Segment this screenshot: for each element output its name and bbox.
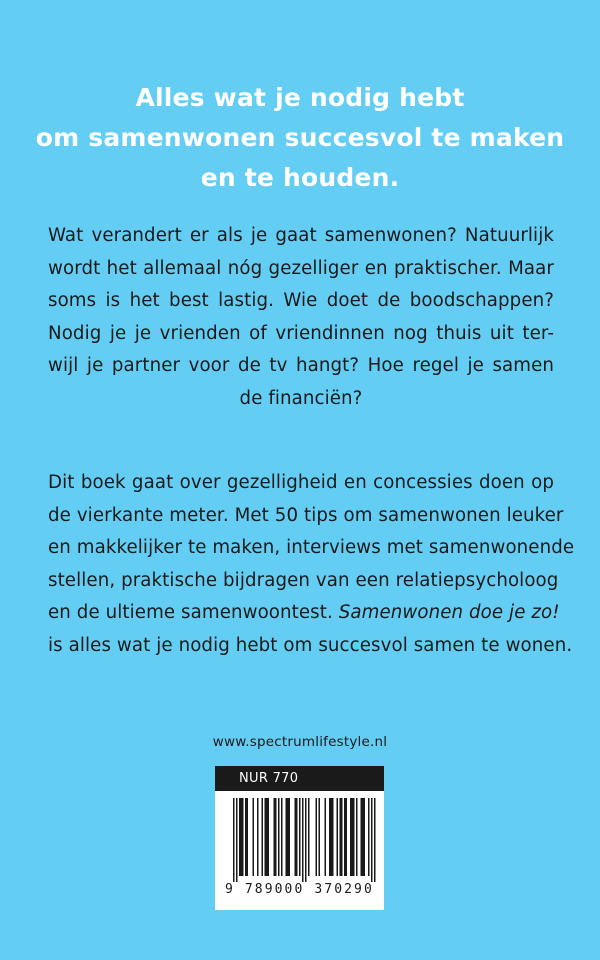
barcode-bar: [364, 798, 366, 876]
barcode-guard-bar: [236, 798, 238, 882]
barcode-bar: [329, 798, 331, 876]
barcode-bar: [239, 798, 241, 876]
nur-code: NUR 770: [215, 766, 384, 791]
barcode-bar: [299, 798, 301, 876]
barcode-bar: [278, 798, 280, 876]
barcode-bar: [331, 798, 333, 876]
paragraph-1-line: Nodig je je vrienden of vriendinnen nog thuis uit ter-: [48, 322, 554, 344]
publisher-website: www.spectrumlifestyle.nl: [212, 734, 388, 750]
book-title-italic: Samenwonen doe je zo!: [338, 602, 560, 623]
barcode-bar: [257, 798, 259, 876]
barcode-bar: [245, 798, 247, 876]
headline: [0, 78, 600, 198]
barcode-bar: [247, 798, 249, 876]
paragraph-2-line: is alles wat je nodig hebt om succesvol samen te wonen.: [48, 634, 573, 656]
barcode-bar: [340, 798, 342, 876]
barcode-bar: [308, 798, 310, 876]
barcode-bar: [295, 798, 297, 876]
paragraph-2-text: en de ultieme samenwoontest.: [48, 602, 339, 623]
barcode-bar: [268, 798, 270, 876]
paragraph-2-line: de vierkante meter. Met 50 tips om samenwonen leuker: [48, 504, 564, 526]
barcode-bar: [353, 798, 355, 876]
paragraph-2-line: en makkelijker te maken, interviews met samenwonende: [48, 537, 575, 558]
barcode-bar: [275, 798, 277, 876]
barcode-bar: [296, 798, 298, 876]
barcode-bar: [286, 798, 288, 876]
paragraph-2-line: Dit boek gaat over gezelligheid en concessies doen op: [48, 472, 554, 493]
headline-line-3: en te houden.: [200, 163, 400, 192]
isbn-barcode: [215, 766, 384, 910]
barcode-bar: [289, 798, 291, 876]
headline-line-2: om samenwonen succesvol te maken: [35, 123, 565, 152]
barcode-guard-bar: [305, 798, 307, 882]
barcode-guard-bar: [374, 798, 376, 882]
barcode-guard-bar: [233, 798, 235, 882]
barcode-bar: [266, 798, 268, 876]
barcode-bar: [356, 798, 358, 876]
blurb-paragraph-2: [48, 467, 575, 662]
barcode-bar: [319, 798, 321, 876]
paragraph-1-line: wordt het allemaal nóg gezelliger en praktischer. Maar: [48, 257, 554, 279]
barcode-bar: [325, 798, 327, 876]
barcode-bar: [287, 798, 289, 876]
barcode-bar: [281, 798, 283, 876]
paragraph-2-line: stellen, praktische bijdragen van een relatiepsycholoog: [48, 569, 559, 591]
barcode-bar: [274, 798, 276, 876]
barcode-bar: [265, 798, 267, 876]
barcode-guard-bar: [302, 798, 304, 882]
barcode-bar: [337, 798, 339, 876]
barcode-bar: [341, 798, 343, 876]
barcode-bar: [316, 798, 318, 876]
paragraph-2-line-5: [48, 597, 560, 630]
barcode-bars: [215, 791, 384, 883]
barcode-bar: [346, 798, 348, 876]
barcode-bar: [262, 798, 264, 876]
paragraph-1-line: soms is het best lastig. Wie doet de boodschappen?: [48, 290, 554, 311]
barcode-bar: [242, 798, 244, 876]
barcode-bar: [352, 798, 354, 876]
barcode-bar: [368, 798, 370, 876]
headline-line-1: Alles wat je nodig hebt: [135, 83, 465, 112]
isbn-digits: 9 789000 370290: [225, 882, 374, 897]
paragraph-1-line: de financiën?: [239, 387, 363, 409]
barcode-bar: [350, 798, 352, 876]
barcode-guard-bar: [371, 798, 373, 882]
barcode-bar: [361, 798, 363, 876]
barcode-bar: [362, 798, 364, 876]
barcode-bar: [344, 798, 346, 876]
barcode-bar: [332, 798, 334, 876]
paragraph-1-line: Wat verandert er als je gaat samenwonen? Natuurlijk: [48, 225, 554, 246]
barcode-bar: [253, 798, 255, 876]
blurb-paragraph-1: [48, 220, 554, 415]
barcode-bar: [241, 798, 243, 876]
paragraph-1-line: wijl je partner voor de tv hangt? Hoe regel je samen: [48, 355, 554, 376]
